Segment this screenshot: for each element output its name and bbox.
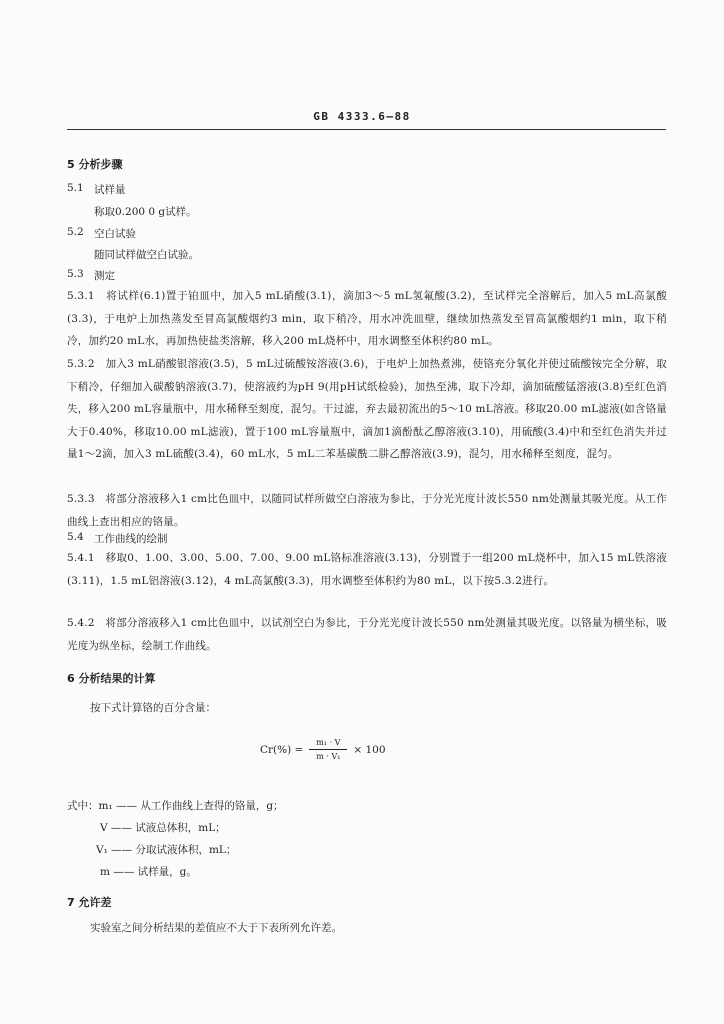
document-header: GB 4333.6—88 [313, 110, 411, 123]
where-line-1: 式中：m₁ —— 从工作曲线上查得的铬量，g； [67, 800, 284, 812]
section-5-4-title: 工作曲线的绘制 [94, 533, 168, 545]
section-6-text: 按下式计算铬的百分含量： [90, 702, 216, 714]
section-6-title: 6 分析结果的计算 [67, 672, 156, 685]
paragraph-5-4-1: 5.4.1 移取0、1.00、3.00、5.00、7.00、9.00 mL铬标准溶液(3.13)，分别置于一组200 mL烧杯中，加入15 mL铁溶液(3.11)，1.5 mL铝溶液(3.12)，4 mL高氯酸(3.3)，用水调整至体积约为80 mL，以下按5.3.2进行。 [67, 552, 667, 587]
section-5-2-number: 5.2 [67, 226, 84, 238]
formula-denominator: m · V₁ [316, 752, 341, 761]
section-5-title: 5 分析步骤 [67, 158, 123, 171]
section-5-4-number: 5.4 [67, 531, 84, 543]
section-5-1-number: 5.1 [67, 182, 84, 194]
formula-lhs: Cr(%) = [260, 743, 304, 756]
section-5-1-title: 试样量 [94, 184, 126, 196]
section-5-3-number: 5.3 [67, 268, 84, 280]
section-5-2-title: 空白试验 [94, 228, 136, 240]
section-5-1-text: 称取0.200 0 g试样。 [94, 206, 197, 218]
section-5-3-title: 测定 [94, 270, 115, 282]
section-5-2-text: 随同试样做空白试验。 [94, 249, 199, 261]
where-line-2: V —— 试液总体积，mL； [100, 822, 226, 834]
formula-rhs: × 100 [353, 743, 386, 756]
paragraph-5-3-1: 5.3.1 将试样(6.1)置于铂皿中，加入5 mL硝酸(3.1)，滴加3～5 mL氢氟酸(3.2)，至试样完全溶解后，加入5 mL高氯酸(3.3)，于电炉上加热蒸发至冒高氯酸烟约3 min，取下稍冷，用水冲洗皿壁，继续加热蒸发至冒高氯酸烟约1 min，取下稍冷，加约20 mL水，再加热使盐类溶解，移入200 mL烧杯中，用水调整至体积约80 mL。 [67, 290, 667, 347]
section-7-title: 7 允许差 [67, 896, 112, 909]
paragraph-5-4-2: 5.4.2 将部分溶液移入1 cm比色皿中，以试剂空白为参比，于分光光度计波长550 nm处测量其吸光度。以铬量为横坐标，吸光度为纵坐标，绘制工作曲线。 [67, 617, 667, 652]
formula-numerator: m₁ · V [316, 738, 341, 747]
paragraph-5-3-2: 5.3.2 加入3 mL硝酸银溶液(3.5)，5 mL过硫酸铵溶液(3.6)，于电炉上加热煮沸，使铬充分氧化并使过硫酸铵完全分解，取下稍冷，仔细加入碳酸钠溶液(3.7)，使溶液约为pH 9(用pH试纸检验)，加热至沸，取下冷却，滴加硫酸锰溶液(3.8)至红色消失，移入200 mL容量瓶中，用水稀释至刻度，混匀。干过滤，弃去最初流出的5～10 mL溶液。移取20.00 mL滤液(如含铬量大于0.40%，移取10.00 mL滤液)，置于100 mL容量瓶中，滴加1滴酚酞乙醇溶液(3.10)，用硫酸(3.4)中和至红色消失并过量1～2滴，加入3 mL硫酸(3.4)，60 mL水，5 mL二苯基碳酰二肼乙醇溶液(3.9)，混匀，用水稀释至刻度，混匀。 [67, 358, 667, 460]
header-rule [67, 129, 666, 130]
where-line-4: m —— 试样量，g。 [100, 866, 197, 878]
paragraph-5-3-3: 5.3.3 将部分溶液移入1 cm比色皿中，以随同试样所做空白溶液为参比，于分光光度计波长550 nm处测量其吸光度。从工作曲线上查出相应的铬量。 [67, 493, 667, 528]
section-7-text: 实验室之间分析结果的差值应不大于下表所列允许差。 [90, 922, 342, 934]
formula-fraction [309, 738, 347, 761]
formula [260, 738, 386, 761]
fraction-bar [309, 749, 347, 750]
where-line-3: V₁ —— 分取试液体积，mL； [96, 844, 237, 856]
